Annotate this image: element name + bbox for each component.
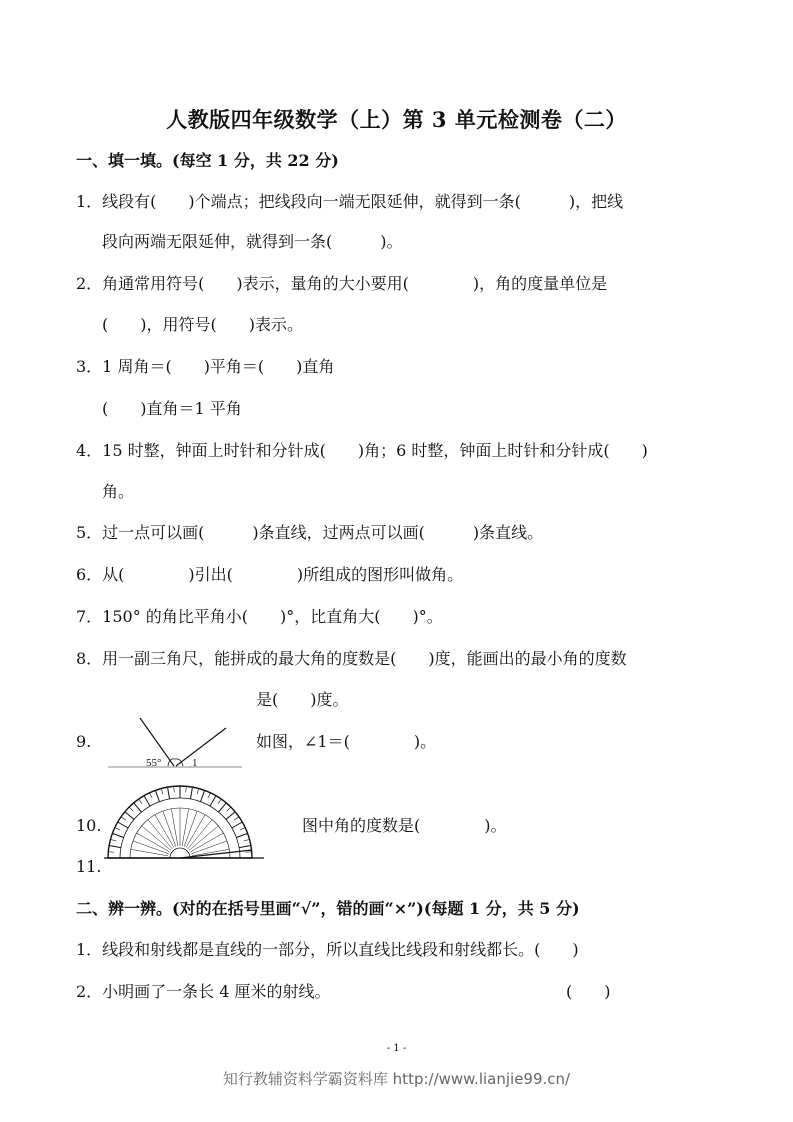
q2-line2: ( )，用符号( )表示。 xyxy=(102,315,303,334)
q8-line1: 8．用一副三角尺，能拼成的最大角的度数是( )度，能画出的最小角的度数 xyxy=(76,649,627,668)
q3-line2: ( )直角＝1 平角 xyxy=(102,399,242,418)
q11-number: 11. xyxy=(76,857,102,876)
q8-line2: 是( )度。 xyxy=(256,690,349,709)
q6: 6．从( )引出( )所组成的图形叫做角。 xyxy=(76,565,464,584)
q10-number: 10. xyxy=(76,816,102,835)
protractor-figure xyxy=(104,780,264,862)
q9-angle-label: 55° xyxy=(146,757,162,769)
q10-text: 图中角的度数是( )。 xyxy=(302,816,507,835)
footer-watermark: 知行教辅资料学霸资料库 http://www.lianjie99.cn/ xyxy=(222,1070,571,1088)
q4-line2: 角。 xyxy=(102,482,135,501)
section2-heading: 二、辨一辨。(对的在括号里画“√”，错的画“×”)(每题 1 分，共 5 分) xyxy=(76,899,580,918)
q9-angle-figure xyxy=(106,714,244,774)
q3-line1: 3．1 周角＝( )平角＝( )直角 xyxy=(76,357,335,376)
q1-line2: 段向两端无限延伸，就得到一条( )。 xyxy=(102,232,403,251)
section1-heading: 一、填一填。(每空 1 分，共 22 分) xyxy=(76,151,339,170)
page-number: - 1 - xyxy=(386,1043,407,1054)
q9-text: 如图，∠1＝( )。 xyxy=(256,732,437,751)
q2-line1: 2．角通常用符号( )表示，量角的大小要用( )，角的度量单位是 xyxy=(76,274,608,293)
q5: 5．过一点可以画( )条直线，过两点可以画( )条直线。 xyxy=(76,523,544,542)
q9-number: 9. xyxy=(76,732,92,751)
s2-q2-text: 2．小明画了一条长 4 厘米的射线。 xyxy=(76,982,331,1001)
q4-line1: 4．15 时整，钟面上时针和分针成( )角；6 时整，钟面上时针和分针成( ) xyxy=(76,441,648,460)
q1-line1: 1．线段有( )个端点；把线段向一端无限延伸，就得到一条( )，把线 xyxy=(76,192,624,211)
q7: 7．150° 的角比平角小( )°，比直角大( )°。 xyxy=(76,607,443,626)
s2-q2-bracket: ( ) xyxy=(566,982,611,1001)
s2-q1: 1．线段和射线都是直线的一部分，所以直线比线段和射线都长。( ) xyxy=(76,940,579,959)
q9-angle1-label: 1 xyxy=(192,757,198,769)
page-title: 人教版四年级数学（上）第 3 单元检测卷（二） xyxy=(166,107,627,132)
